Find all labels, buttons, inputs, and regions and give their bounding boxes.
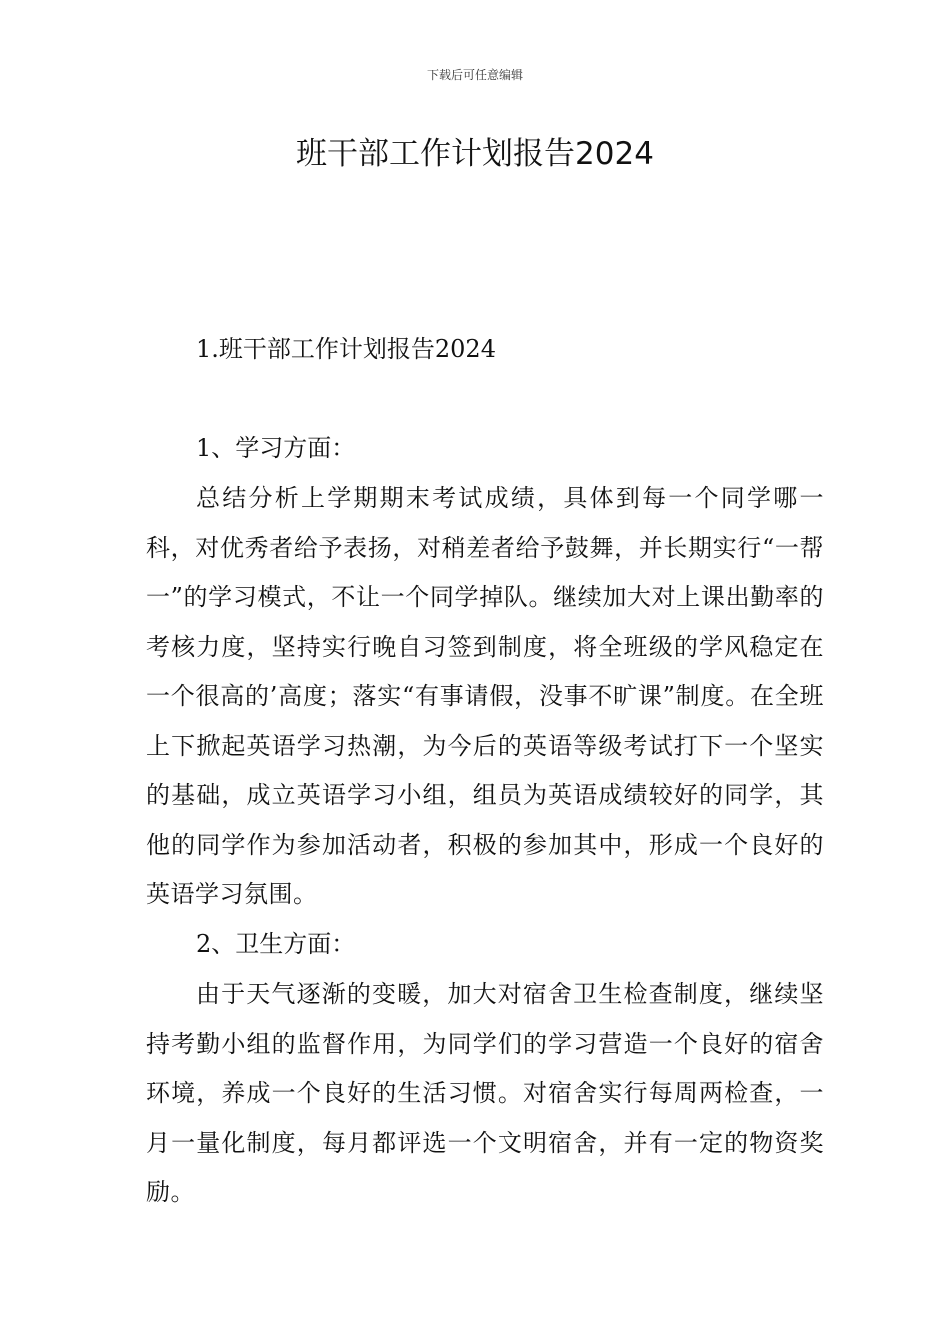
- document-subtitle: 1.班干部工作计划报告2024: [196, 335, 496, 363]
- document-title: 班干部工作计划报告2024: [296, 136, 654, 172]
- section-heading-study: 1、学习方面：: [196, 434, 356, 462]
- section-body-hygiene: 由于天气逐渐的变暖，加大对宿舍卫生检查制度，继续坚持考勤小组的监督作用，为同学们的学习营造一个良好的宿舍环境，养成一个良好的生活习惯。对宿舍实行每周两检查，一月一量化制度，每月都评选一个文明宿舍，并有一定的物资奖励。: [146, 980, 824, 1206]
- header-note: 下载后可任意编辑: [426, 68, 523, 82]
- section-body-study: 总结分析上学期期末考试成绩，具体到每一个同学哪一科，对优秀者给予表扬，对稍差者给予鼓舞，并长期实行“一帮一”的学习模式，不让一个同学掉队。继续加大对上课出勤率的考核力度，坚持实行晚自习签到制度，将全班级的学风稳定在一个很高的’高度；落实“有事请假，没事不旷课”制度。在全班上下掀起英语学习热潮，为今后的英语等级考试打下一个坚实的基础，成立英语学习小组，组员为英语成绩较好的同学，其他的同学作为参加活动者，积极的参加其中，形成一个良好的英语学习氛围。: [146, 484, 824, 908]
- section-heading-hygiene: 2、卫生方面：: [196, 930, 356, 958]
